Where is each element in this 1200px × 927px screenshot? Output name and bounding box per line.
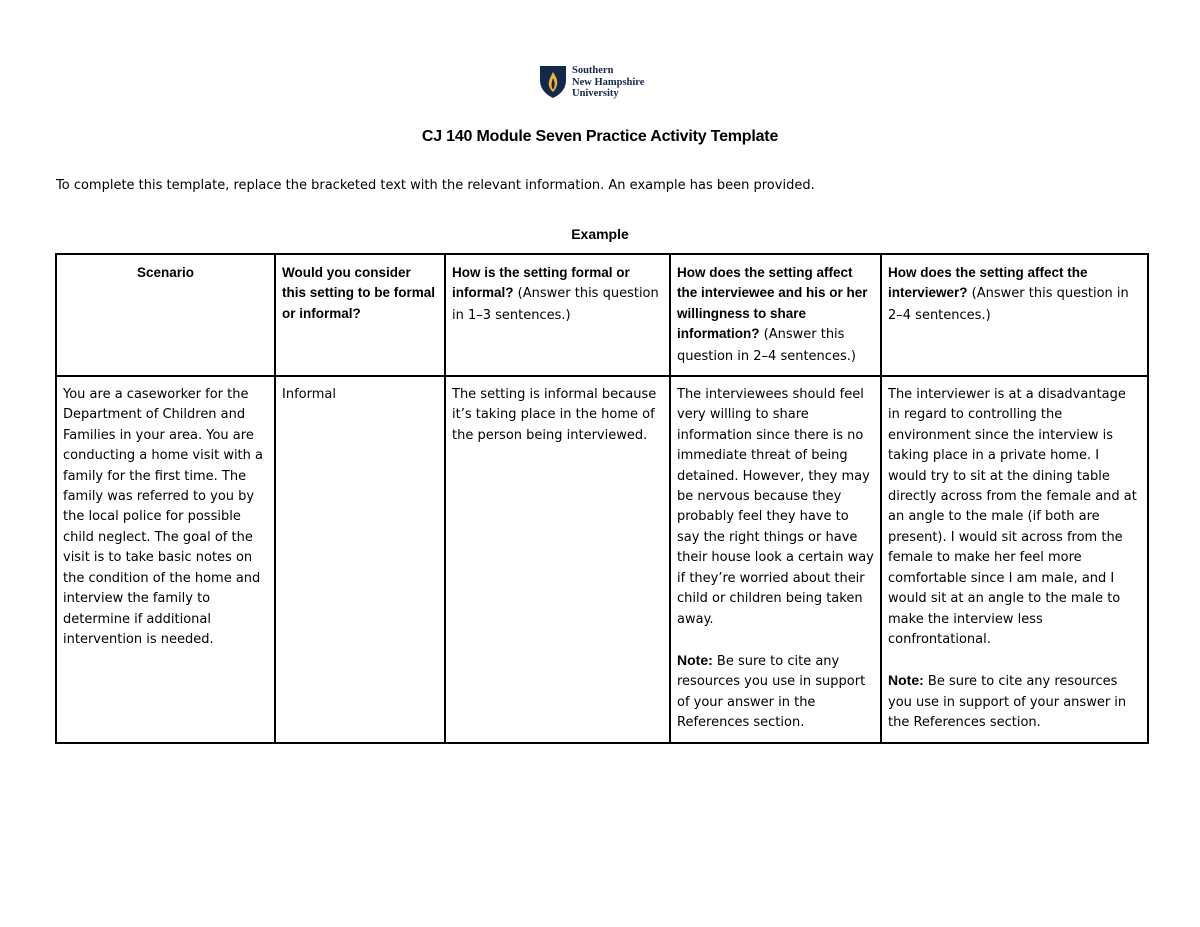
cell-scenario: You are a caseworker for the Department of Children and Families in your area. You are conducting a home visit with a family for the first time. The family was referred to you by the local police for possible child neglect. The goal of the visit is to take basic notes on the condition of the home and interview the family to determine if additional intervention is needed. [56,376,275,743]
header-interviewee-bold: How does the setting affect the interviewee and his or her willingness to share information? [677,265,868,342]
table-row [56,376,1148,743]
header-interviewer-bold: How does the setting affect the interviewer? [888,265,1088,301]
header-formality [275,254,445,376]
university-logo [539,65,644,100]
header-how-formal [445,254,670,376]
logo-line-3: University [572,88,619,99]
cell-formality: Informal [275,376,445,743]
table-header-row [56,254,1148,376]
header-interviewee-instruction: (Answer this question in 2–4 sentences.) [677,327,856,364]
header-scenario [56,254,275,376]
interviewer-note [888,670,1141,733]
header-formality-bold: Would you consider this setting to be formal or informal? [282,265,436,321]
interviewer-answer: The interviewer is at a disadvantage in regard to controlling the environment since the interview is taking place in a private home. I would try to sit at the dining table directly across from the female and at an angle to the male (if both are present). I would sit across from the female to make her feel more comfortable since I am male, and I would sit at an angle to the male to make the interview less confrontational. [888,387,1137,647]
header-how-formal-instruction: (Answer this question in 1–3 sentences.) [452,286,659,323]
interviewee-note-label: Note: [677,651,713,668]
instructions-text: To complete this template, replace the bracketed text with the relevant information. An example has been provided. [56,178,815,193]
cell-interviewee-effect [670,376,881,743]
interviewer-note-label: Note: [888,672,924,689]
header-interviewee-effect [670,254,881,376]
example-heading: Example [571,226,629,242]
header-how-formal-bold: How is the setting formal or informal? [452,265,630,301]
logo-line-1: Southern [572,65,614,76]
interviewee-answer: The interviewees should feel very willing to share information since there is no immediate threat of being detained. However, they may be nervous because they probably feel they have to say the right things or have their house look a certain way if they’re worried about their child or children being taken away. [677,387,874,627]
logo-wordmark [572,65,644,100]
interviewee-note-text: Be sure to cite any resources you use in support of your answer in the References section. [677,653,866,731]
interviewer-note-text: Be sure to cite any resources you use in support of your answer in the References section. [888,674,1127,731]
header-scenario-bold: Scenario [136,265,195,280]
header-interviewer-effect [881,254,1148,376]
example-table [55,253,1149,744]
interviewee-note [677,650,874,734]
header-interviewer-instruction: (Answer this question in 2–4 sentences.) [888,286,1129,323]
logo-line-2: New Hampshire [572,76,645,88]
cell-how-formal: The setting is informal because it’s taking place in the home of the person being interviewed. [445,376,670,743]
flame-shield-icon [539,65,567,99]
cell-interviewer-effect [881,376,1148,743]
page-title: CJ 140 Module Seven Practice Activity Template [421,128,779,145]
